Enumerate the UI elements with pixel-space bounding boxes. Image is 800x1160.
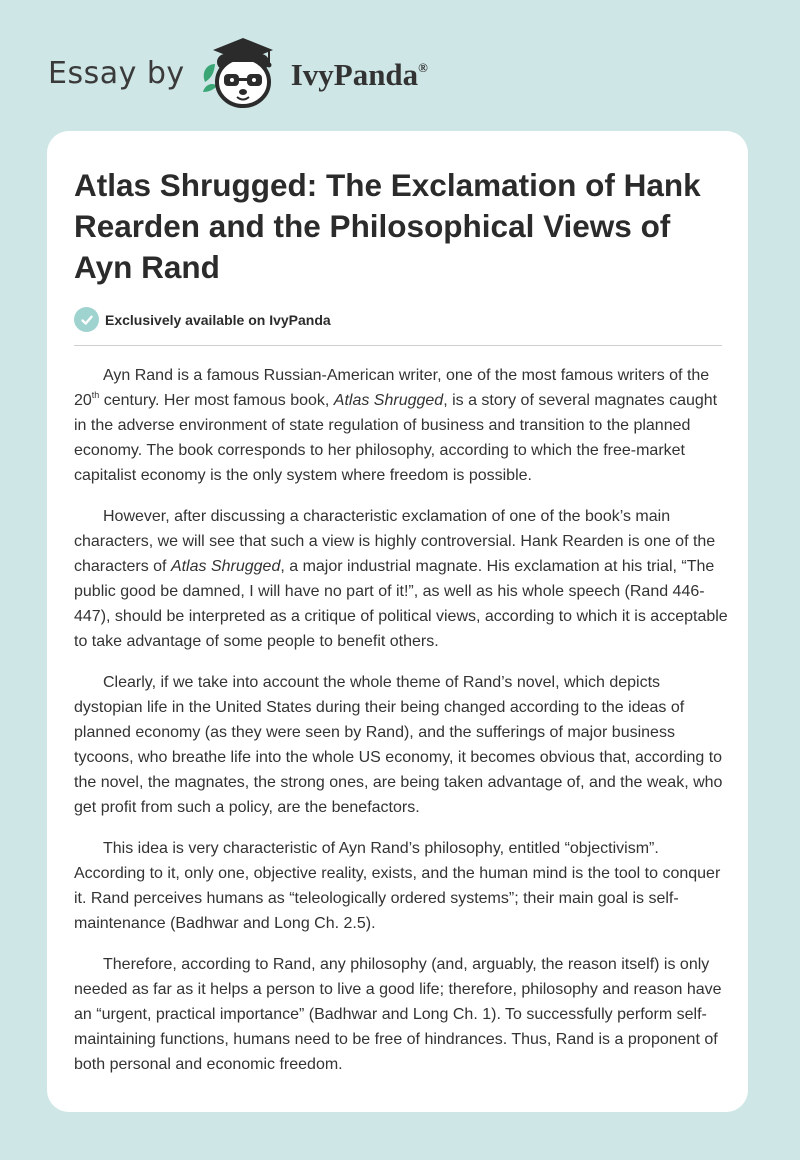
checkmark-icon xyxy=(74,307,99,332)
essay-card xyxy=(47,131,748,1112)
paragraph: This idea is very characteristic of Ayn Rand’s philosophy, entitled “objectivism”. According to it, only one, objective reality, exists, and the human mind is the tool to conquer it. Rand perceives humans as “teleologically ordered systems”; their main goal is self-maintenance (Badhwar and Long Ch. 2.5). xyxy=(74,840,721,932)
exclusive-badge-label: Exclusively available on IvyPanda xyxy=(105,311,331,328)
divider xyxy=(74,345,722,346)
brand-header xyxy=(48,34,428,112)
exclusive-badge xyxy=(74,307,331,332)
paragraph: Ayn Rand is a famous Russian-American writer, one of the most famous writers of the 20th century. Her most famous book, Atlas Shrugged, is a story of several magnates caught in the adverse environment of state regulation of business and transition to the planned economy. The book corresponds to her philosophy, according to which the free-market capitalist economy is the only system where freedom is possible. xyxy=(74,367,718,484)
paragraph: Therefore, according to Rand, any philosophy (and, arguably, the reason itself) is only needed as far as it helps a person to live a good life; therefore, philosophy and reason have an “urgent, practical importance” (Badhwar and Long Ch. 1). To successfully perform self-maintaining functions, humans need to be free of hindrances. Thus, Rand is a proponent of both personal and economic freedom. xyxy=(74,956,722,1073)
paragraph: Clearly, if we take into account the whole theme of Rand’s novel, which depicts dystopian life in the United States during their being changed according to the ideas of planned economy (as they were seen by Rand), and the sufferings of major business tycoons, who breathe life into the whole US economy, it becomes obvious that, according to the novel, the magnates, the strong ones, are being taken advantage of, and the weak, who get profit from such a policy, are the benefactors. xyxy=(74,674,723,816)
essay-body xyxy=(74,363,729,1093)
essay-title: Atlas Shrugged: The Exclamation of Hank Rearden and the Philosophical Views of Ayn Rand xyxy=(74,167,701,285)
paragraph: However, after discussing a characteristic exclamation of one of the book’s main characters, we will see that such a view is highly controversial. Hank Rearden is one of the characters of Atlas Shrugged, a major industrial magnate. His exclamation at his trial, “The public good be damned, I will have no part of it!”, as well as his whole speech (Rand 446-447), should be interpreted as a critique of political views, according to which it is acceptable to take advantage of some people to benefit others. xyxy=(74,508,728,650)
brand-name: IvyPanda® xyxy=(290,57,428,92)
panda-logo-icon xyxy=(199,34,287,112)
brand-prefix: Essay by xyxy=(48,55,185,91)
